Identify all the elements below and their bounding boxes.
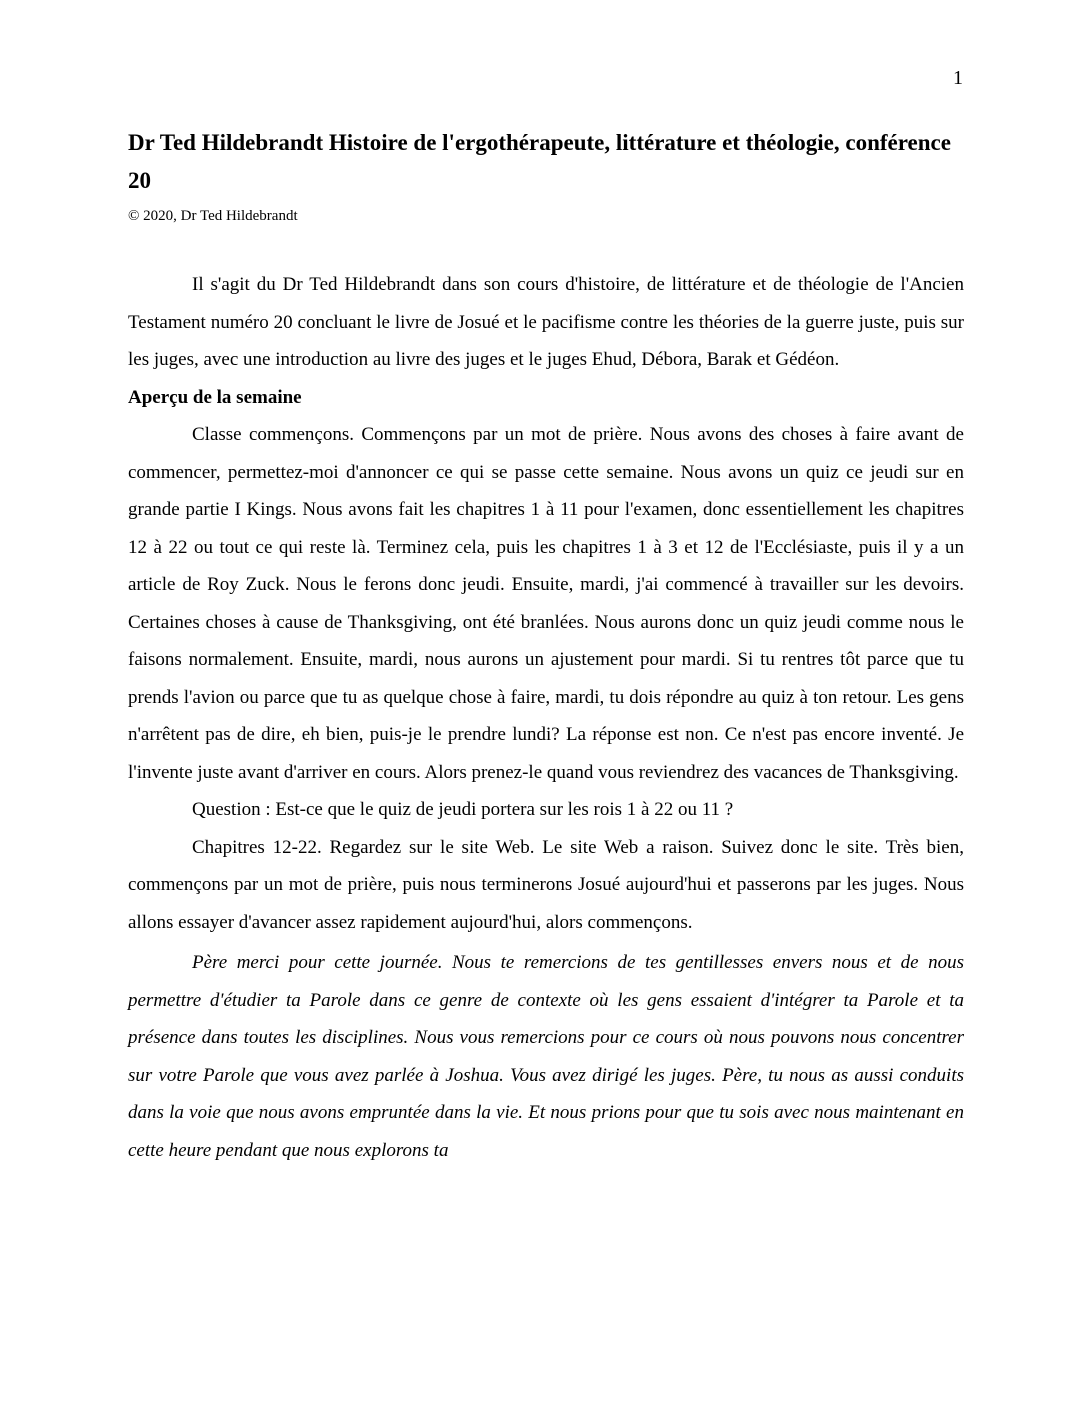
body-paragraph-answer: Chapitres 12-22. Regardez sur le site Web. Le site Web a raison. Suivez donc le site. Très bien, commençons par un mot de prière, puis nous terminerons Josué aujourd'hui et passerons par les juges. Nous allons essayer d'avancer assez rapidement aujourd'hui, alors commençons. [128,836,964,933]
section-heading: Aperçu de la semaine [128,386,302,408]
prayer-paragraph: Père merci pour cette journée. Nous te remercions de tes gentillesses envers nous et de nous permettre d'étudier ta Parole dans ce genre de contexte où les gens essaient d'intégrer ta Parole et ta présence dans toutes les disciplines. Nous vous remercions pour ce cours où nous pouvons nous concentrer sur votre Parole que vous avez parlée à Joshua. Vous avez dirigé les juges. Père, tu nous as aussi conduits dans la voie que nous avons empruntée dans la vie. Et nous prions pour que tu sois avec nous maintenant en cette heure pendant que nous explorons ta [128,952,964,1161]
student-question: Question : Est-ce que le quiz de jeudi portera sur les rois 1 à 22 ou 11 ? [192,799,734,820]
document-body [128,124,964,1169]
page-number: 1 [953,67,963,89]
copyright-notice: © 2020, Dr Ted Hildebrandt [128,208,298,224]
document-title: Dr Ted Hildebrandt Histoire de l'ergothérapeute, littérature et théologie, conférence 20 [128,130,951,193]
body-paragraph-week-overview: Classe commençons. Commençons par un mot de prière. Nous avons des choses à faire avant de commencer, permettez-moi d'annoncer ce qui se passe cette semaine. Nous avons un quiz ce jeudi sur en grande partie I Kings. Nous avons fait les chapitres 1 à 11 pour l'examen, donc essentiellement les chapitres 12 à 22 ou tout ce qui reste là. Terminez cela, puis les chapitres 1 à 3 et 12 de l'Ecclésiaste, puis il y a un article de Roy Zuck. Nous le ferons donc jeudi. Ensuite, mardi, j'ai commencé à travailler sur les devoirs. Certaines choses à cause de Thanksgiving, ont été branlées. Nous aurons donc un quiz jeudi comme nous le faisons normalement. Ensuite, mardi, nous aurons un ajustement pour mardi. Si tu rentres tôt parce que tu prends l'avion ou parce que tu as quelque chose à faire, mardi, tu dois répondre au quiz à ton retour. Les gens n'arrêtent pas de dire, eh bien, puis-je le prendre lundi? La réponse est non. Ce n'est pas encore inventé. Je l'invente juste avant d'arriver en cours. Alors prenez-le quand vous reviendrez des vacances de Thanksgiving. [128,424,964,783]
intro-paragraph: Il s'agit du Dr Ted Hildebrandt dans son cours d'histoire, de littérature et de théologie de l'Ancien Testament numéro 20 concluant le livre de Josué et le pacifisme contre les théories de la guerre juste, puis sur les juges, avec une introduction au livre des juges et le juges Ehud, Débora, Barak et Gédéon. [128,274,964,370]
